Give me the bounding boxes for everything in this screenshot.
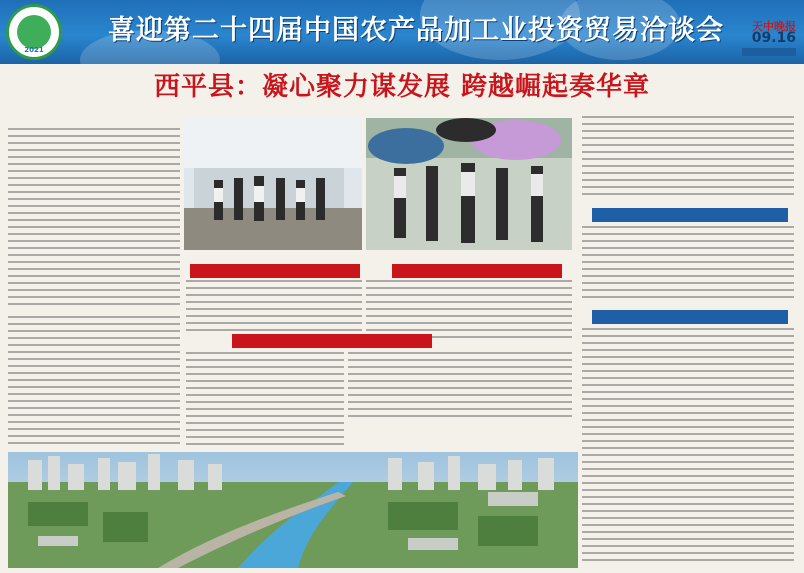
subheading-3 [232, 334, 432, 348]
article-intro-text [8, 128, 180, 308]
subheading-5 [592, 310, 788, 324]
article-col3-lower-text [348, 352, 572, 418]
photo-aerial-city-image [8, 452, 578, 568]
subheading-4 [592, 208, 788, 222]
subheading-1 [190, 264, 360, 278]
page-headline: 西平县：凝心聚力谋发展 跨越崛起奏华章 [153, 72, 651, 102]
article-col2-text [186, 280, 362, 332]
subheading-2 [392, 264, 562, 278]
newspaper-brand: 天中晚报 [752, 20, 796, 33]
logo-year: 2021 [24, 46, 44, 54]
article-left-lower-text [8, 316, 180, 448]
date-bar [742, 48, 796, 56]
photo-umbrella-visit [366, 118, 572, 250]
photo-umbrella-visit-image [366, 118, 572, 250]
photo-inspection-greenhouse-image [184, 118, 362, 250]
article-col3-text [366, 280, 572, 342]
photo-inspection-greenhouse [184, 118, 362, 250]
article-right-middle-text [582, 226, 794, 302]
issue-date: 09.16 [751, 30, 796, 46]
article-right-top-text [582, 116, 794, 200]
article-col2-lower-text [186, 352, 344, 448]
article-right-lower-text [582, 328, 794, 566]
expo-logo [6, 4, 62, 60]
banner-title: 喜迎第二十四届中国农产品加工业投资贸易洽谈会 [108, 15, 724, 46]
photo-aerial-city [8, 452, 578, 568]
